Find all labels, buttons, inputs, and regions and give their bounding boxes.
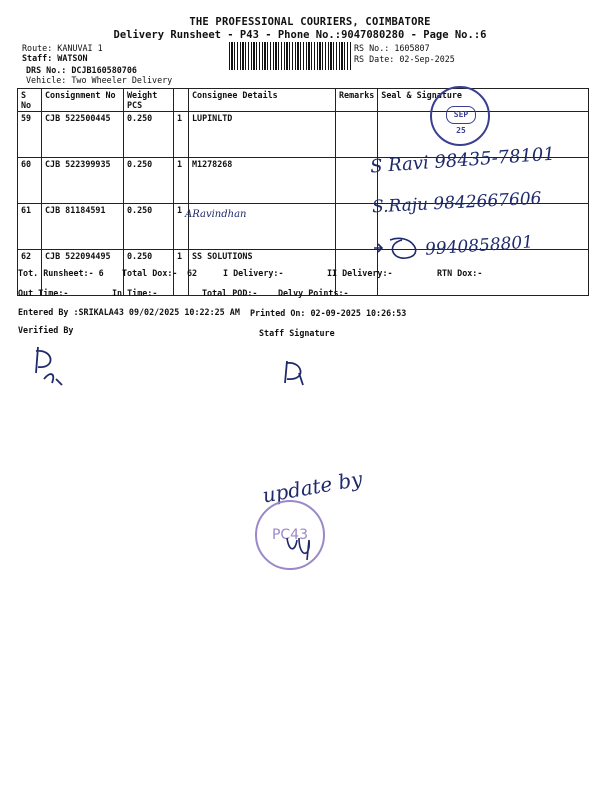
row-pcs: 1: [174, 250, 189, 296]
signature-row-60: S Ravi 98435-78101: [369, 143, 556, 178]
entered-by: Entered By :SRIKALA43 09/02/2025 10:22:25 AM: [18, 307, 240, 317]
printed-on: Printed On: 02-09-2025 10:26:53: [250, 308, 407, 318]
signature-row-62: 9940858801: [424, 232, 534, 260]
verifier-signature: [30, 343, 75, 388]
staff-signature: [279, 355, 315, 391]
update-by-note: update by: [260, 466, 365, 508]
col-consignment: Consignment No: [42, 89, 124, 112]
summary-delvy-points: Delvy Points:-: [278, 288, 349, 298]
summary-in-time: In Time:-: [112, 288, 158, 298]
summary-i-delivery: I Delivery:-: [223, 268, 284, 278]
table-header-row: [18, 89, 589, 112]
row-weight: 0.250: [124, 158, 174, 204]
col-consignee: Consignee Details: [189, 89, 336, 112]
vehicle-label: Vehicle: Two Wheeler Delivery: [26, 75, 173, 85]
summary-rtn-dox: RTN Dox:-: [437, 268, 483, 278]
summary-total-pod: Total POD:-: [202, 288, 258, 298]
row-pcs: 1: [174, 112, 189, 158]
verified-by-label: Verified By: [18, 325, 74, 335]
row-sno: 62: [18, 250, 42, 296]
staff-label: Staff: WATSON: [22, 53, 88, 63]
row-pcs: 1: [174, 158, 189, 204]
rs-date: RS Date: 02-Sep-2025: [354, 54, 455, 64]
row-weight: 0.250: [124, 204, 174, 250]
row-consignment: CJB 522399935: [42, 158, 124, 204]
col-weight: Weight PCS: [124, 89, 174, 112]
summary-ii-delivery: II Delivery:-: [327, 268, 393, 278]
col-seal: Seal & Signature: [378, 89, 589, 112]
drs-number: DRS No.: DCJB160580706: [26, 65, 137, 75]
row-consignment: CJB 522094495: [42, 250, 124, 296]
col-sno: S No: [18, 89, 42, 112]
seal-stamp-date: SEP 25: [446, 106, 476, 124]
summary-out-time: Out Time:-: [18, 288, 69, 298]
row-sno: 60: [18, 158, 42, 204]
barcode-image: [229, 42, 351, 70]
pc43-stamp: PC43: [255, 500, 325, 570]
row-61-note: ARavindhan: [185, 209, 247, 220]
seal-stamp: [430, 86, 490, 146]
row-sno: 59: [18, 112, 42, 158]
summary-total-dox: Total Dox:-: [122, 268, 178, 278]
row-consignee: LUPINLTD: [189, 112, 336, 158]
col-remarks: Remarks: [336, 89, 378, 112]
runsheet-subtitle: Delivery Runsheet - P43 - Phone No.:9047080280 - Page No.:6: [113, 29, 487, 41]
company-title: THE PROFESSIONAL COURIERS, COIMBATORE: [189, 16, 431, 28]
summary-total-dox-value: 62: [187, 268, 198, 278]
row-consignee: SS SOLUTIONS: [189, 250, 336, 296]
row-weight: 0.250: [124, 250, 174, 296]
signature-row-61: S.Raju 9842667606: [371, 188, 542, 218]
signature-scribble-62: [372, 232, 428, 262]
pc43-initials: [283, 532, 323, 562]
route-label: Route: KANUVAI 1: [22, 43, 103, 53]
row-consignment: CJB 522500445: [42, 112, 124, 158]
staff-signature-label: Staff Signature: [259, 328, 335, 338]
rs-number: RS No.: 1605807: [354, 43, 430, 53]
row-sno: 61: [18, 204, 42, 250]
row-consignee: M1278268: [189, 158, 336, 204]
row-pcs: 1: [174, 204, 189, 250]
col-pcs-spacer: [174, 89, 189, 112]
summary-tot-runsheet: Tot. Runsheet:- 6: [18, 268, 104, 278]
row-weight: 0.250: [124, 112, 174, 158]
row-remarks: [336, 112, 378, 158]
row-consignment: CJB 81184591: [42, 204, 124, 250]
